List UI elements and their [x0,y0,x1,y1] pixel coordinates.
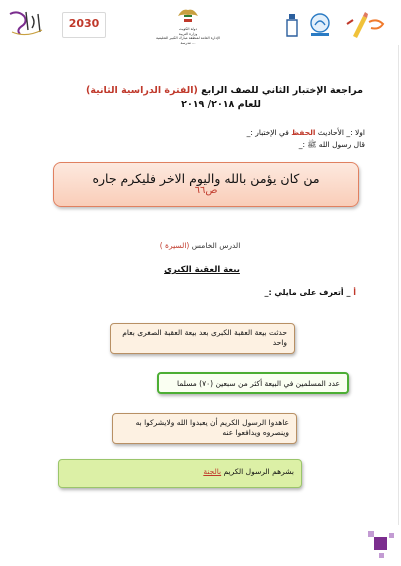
ministry-line: الإدارة العامة لمنطقة مبارك الكبير التعليمية [155,36,220,40]
task-text: _ أتعرف على مايلي :_ [264,288,351,297]
task-heading [264,288,356,297]
ministry-line: وزارة التربية [178,31,198,36]
page-title [33,85,363,96]
lesson-label [120,241,280,250]
hadith-page: ص٦٦ [194,185,218,196]
page-border-right [398,45,399,525]
decor-square-large [374,537,387,550]
calligraphy-logo [6,8,46,38]
task-number: أ [353,288,356,297]
question-prefix: اولا :_ الأحاديث [317,128,365,137]
question-hadith [247,128,365,137]
question-prophet-said: قال رسول الله ﷺ :_ [298,140,365,149]
bottle-icon [283,12,301,38]
ministry-text [150,27,226,45]
title-period: (الفترة الدراسية الثانية) [85,85,198,96]
lesson-number: الدرس الخامس [191,241,241,250]
question-suffix: في الإختبار :_ [246,128,289,137]
question-memorize: الحفظ [291,128,316,137]
decor-square-small [379,553,384,558]
fact-box: عاهدوا الرسول الكريم أن يعبدوا الله ولايشركوا به وينصروه ويدافعوا عنه [112,413,297,444]
decor-square-small [368,531,374,537]
decor-square-small [389,533,394,538]
ministry-line: دولة الكويت [179,27,197,31]
ministry-line: مدرسة ... [180,40,196,45]
vision-2030-logo [62,12,106,38]
title-line1-text: مراجعة الإختبار الثاني للصف الرابع [201,85,363,96]
fact-box [58,459,302,488]
hand-pencil-logo [343,10,387,40]
lesson-title: بيعة العقبة الكبرى [164,265,240,275]
title-year: للعام ٢٠١٨/ ٢٠١٩ [181,99,261,110]
lesson-subject: (السيرة ) [159,241,190,250]
kuwait-emblem [176,6,200,26]
hadith-text: من كان يؤمن بالله واليوم الاخر فليكرم جاره [92,171,320,186]
fact-box: عدد المسلمين في البيعة أكثر من سبعين (٧٠) مسلما [157,372,349,394]
fact-box: حدثت بيعة العقبة الكبرى بعد بيعة العقبة الصغرى بعام واحد [110,323,295,354]
vision-2030-text: 2030 [68,17,100,30]
hadith-box [53,162,359,207]
fact-paradise: بالجنة [203,467,222,476]
fact-text: بشرهم الرسول الكريم [223,467,294,476]
school-logo [305,12,335,38]
